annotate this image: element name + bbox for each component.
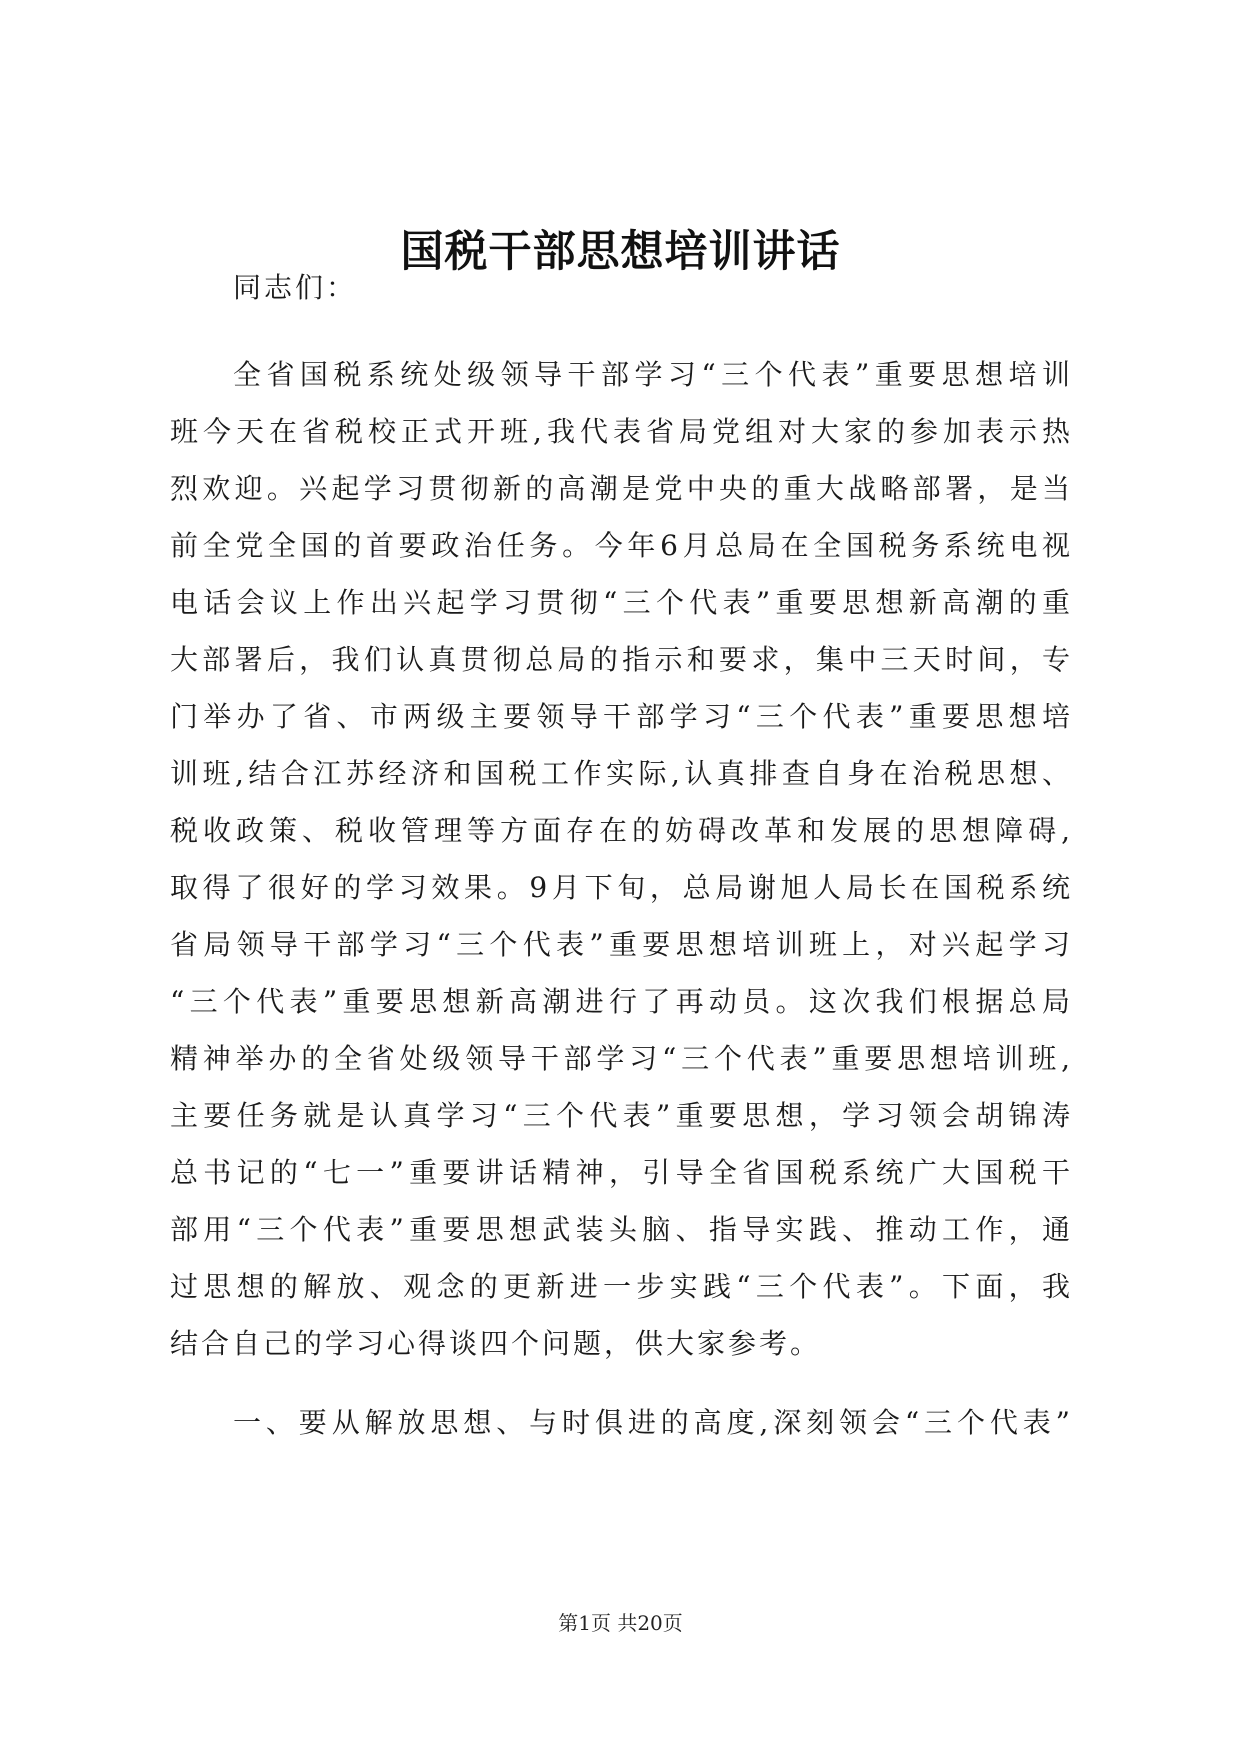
text-line: 主要任务就是认真学习“三个代表”重要思想，学习领会胡锦涛 (170, 1099, 1070, 1132)
page-number-footer: 第1页 共20页 (558, 1611, 683, 1635)
text-line: 前全党全国的首要政治任务。今年6月总局在全国税务系统电视 (170, 529, 1070, 562)
salutation: 同志们： (233, 271, 358, 304)
text-line: 省局领导干部学习“三个代表”重要思想培训班上，对兴起学习 (170, 928, 1070, 961)
section-heading-line: 一、要从解放思想、与时俱进的高度,深刻领会“三个代表” (233, 1406, 1070, 1439)
document-title: 国税干部思想培训讲话 (400, 227, 841, 277)
text-line: 总书记的“七一”重要讲话精神，引导全省国税系统广大国税干 (170, 1156, 1070, 1189)
text-line: 烈欢迎。兴起学习贯彻新的高潮是党中央的重大战略部署，是当 (170, 472, 1070, 505)
text-line: 大部署后，我们认真贯彻总局的指示和要求，集中三天时间，专 (170, 643, 1070, 676)
text-line: 全省国税系统处级领导干部学习“三个代表”重要思想培训 (233, 358, 1070, 391)
text-line: 精神举办的全省处级领导干部学习“三个代表”重要思想培训班, (170, 1042, 1070, 1075)
text-line: 过思想的解放、观念的更新进一步实践“三个代表”。下面，我 (170, 1270, 1070, 1303)
text-line: 班今天在省税校正式开班,我代表省局党组对大家的参加表示热 (170, 415, 1070, 448)
text-line: “三个代表”重要思想新高潮进行了再动员。这次我们根据总局 (170, 985, 1070, 1018)
text-line: 部用“三个代表”重要思想武装头脑、指导实践、推动工作，通 (170, 1213, 1070, 1246)
text-line: 门举办了省、市两级主要领导干部学习“三个代表”重要思想培 (170, 700, 1070, 733)
text-line: 电话会议上作出兴起学习贯彻“三个代表”重要思想新高潮的重 (170, 586, 1070, 619)
text-line: 税收政策、税收管理等方面存在的妨碍改革和发展的思想障碍, (170, 814, 1070, 847)
text-line: 取得了很好的学习效果。9月下旬，总局谢旭人局长在国税系统 (170, 871, 1070, 904)
text-line: 结合自己的学习心得谈四个问题，供大家参考。 (170, 1327, 822, 1360)
text-line: 训班,结合江苏经济和国税工作实际,认真排查自身在治税思想、 (170, 757, 1070, 790)
